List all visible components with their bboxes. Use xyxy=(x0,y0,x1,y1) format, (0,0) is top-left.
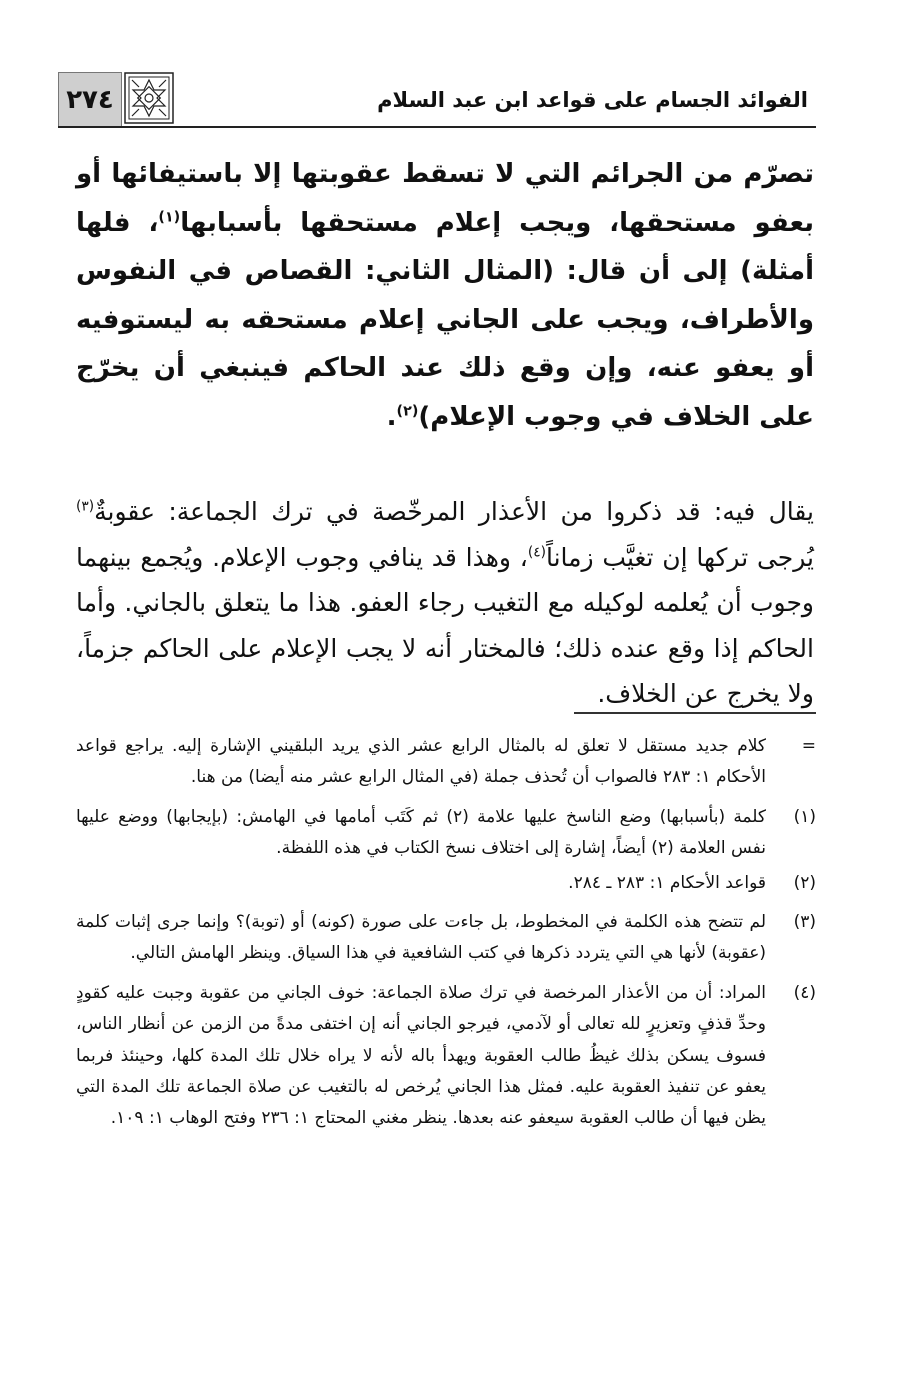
running-header xyxy=(58,72,816,128)
footnote-separator xyxy=(574,712,816,714)
footnote-4 xyxy=(76,978,816,1135)
footnote-ref-1: (١) xyxy=(158,208,181,225)
footnote-marker: (١) xyxy=(793,806,816,827)
footnote-ref-4: (٤) xyxy=(527,544,546,561)
book-title: الفوائد الجسام على قواعد ابن عبد السلام xyxy=(377,88,808,112)
main-text xyxy=(76,150,814,717)
page-number: ٢٧٤ xyxy=(58,72,122,128)
footnote-1 xyxy=(76,802,816,865)
footnote-2 xyxy=(76,868,816,899)
footnote-text: المراد: أن من الأعذار المرخصة في ترك صلاة الجماعة: خوف الجاني من عقوبة وجبت عليه كقودٍ وحدِّ قذفٍ وتعزيرٍ لله تعالى أو لآدمي، فيرجو الجاني أنه إن اختفى مدةً من الزمن عن أنظار الناس، فسوف يسكن بذلك غيظُ طالب العقوبة ويهدأ باله لأنه لا يراه خلال تلك المدة كلها، وحينئذ فربما يعفو عن تنفيذ العقوبة عليه. فمثل هذا الجاني يُرخص له بالتغيب عن صلاة الجماعة تلك المدة التي يظن فيها أن طالب العقوبة سيعفو عنه بعدها. ينظر مغني المحتاج ١: ٢٣٦ وفتح الوهاب ١: ١٠٩. xyxy=(76,982,766,1129)
footnote-ref-2: (٢) xyxy=(396,402,419,419)
footnote-text: كلمة (بأسبابها) وضع الناسخ عليها علامة (٢) ثم كَتَب أمامها في الهامش: (بإيجابها) ووضع عليها نفس العلامة (٢) أيضاً، إشارة إلى اختلاف نسخ الكتاب في هذه اللفظة. xyxy=(76,806,766,859)
footnote-text: قواعد الأحكام ١: ٢٨٣ ـ ٢٨٤. xyxy=(568,872,766,893)
commentary-paragraph xyxy=(76,489,814,717)
commentary-text: ، وهذا قد ينافي وجوب الإعلام. ويُجمع بينهما وجوب أن يُعلمه لوكيله مع التغيب رجاء العفو. هذا ما يتعلق بالجاني. وأما الحاكم إذا وقع عنده ذلك؛ فالمختار أنه لا يجب الإعلام على الحاكم جزماً، ولا يخرج عن الخلاف. xyxy=(76,542,814,708)
commentary-text: يقال فيه: قد ذكروا من الأعذار المرخّصة في ترك الجماعة: عقوبةٌ xyxy=(94,497,814,526)
footnote-text: لم تتضح هذه الكلمة في المخطوط، بل جاءت على صورة (كونه) أو (توبة)؟ وإنما جرى إثبات كلمة (عقوبة) لأنها هي التي يتردد ذكرها في كتب الشافعية في هذا السياق. وينظر الهامش التالي. xyxy=(76,912,766,964)
commentary-text: يُرجى تركها إن تغيَّب زماناً xyxy=(545,542,814,572)
footnote-text: كلام جديد مستقل لا تعلق له بالمثال الرابع عشر الذي يريد البلقيني الإشارة إليه. يراجع قواعد الأحكام ١: ٢٨٣ فالصواب أن تُحذف جملة (في المثال الرابع عشر منه أيضا) من هنا. xyxy=(76,736,766,788)
quote-text: ، فلها أمثلة) إلى أن قال: (المثال الثاني: القصاص في النفوس والأطراف، ويجب على الجاني إعلام مستحقه به ليستوفيه أو يعفو عنه، وإن وقع ذلك عند الحاكم فينبغي أن يخرّج على الخلاف في وجوب الإعلام) xyxy=(76,207,814,432)
quote-text: . xyxy=(386,401,397,432)
header-rule xyxy=(58,126,816,128)
ornament-icon xyxy=(124,72,174,124)
footnote-ref-3: (٣) xyxy=(76,498,95,515)
footnote-marker: (٢) xyxy=(793,872,816,893)
footnote-marker: = xyxy=(801,736,816,756)
footnote-marker: (٣) xyxy=(793,912,816,933)
footnote-3 xyxy=(76,907,816,970)
footnote-marker: (٤) xyxy=(793,982,816,1003)
quoted-paragraph xyxy=(76,150,814,441)
footnotes xyxy=(76,731,816,1135)
footnote-continuation xyxy=(76,731,816,794)
quote-text: تصرّم من الجرائم التي لا تسقط عقوبتها إلا باستيفائها أو بعفو مستحقها، ويجب إعلام مستحقها بأسبابها xyxy=(76,159,814,238)
